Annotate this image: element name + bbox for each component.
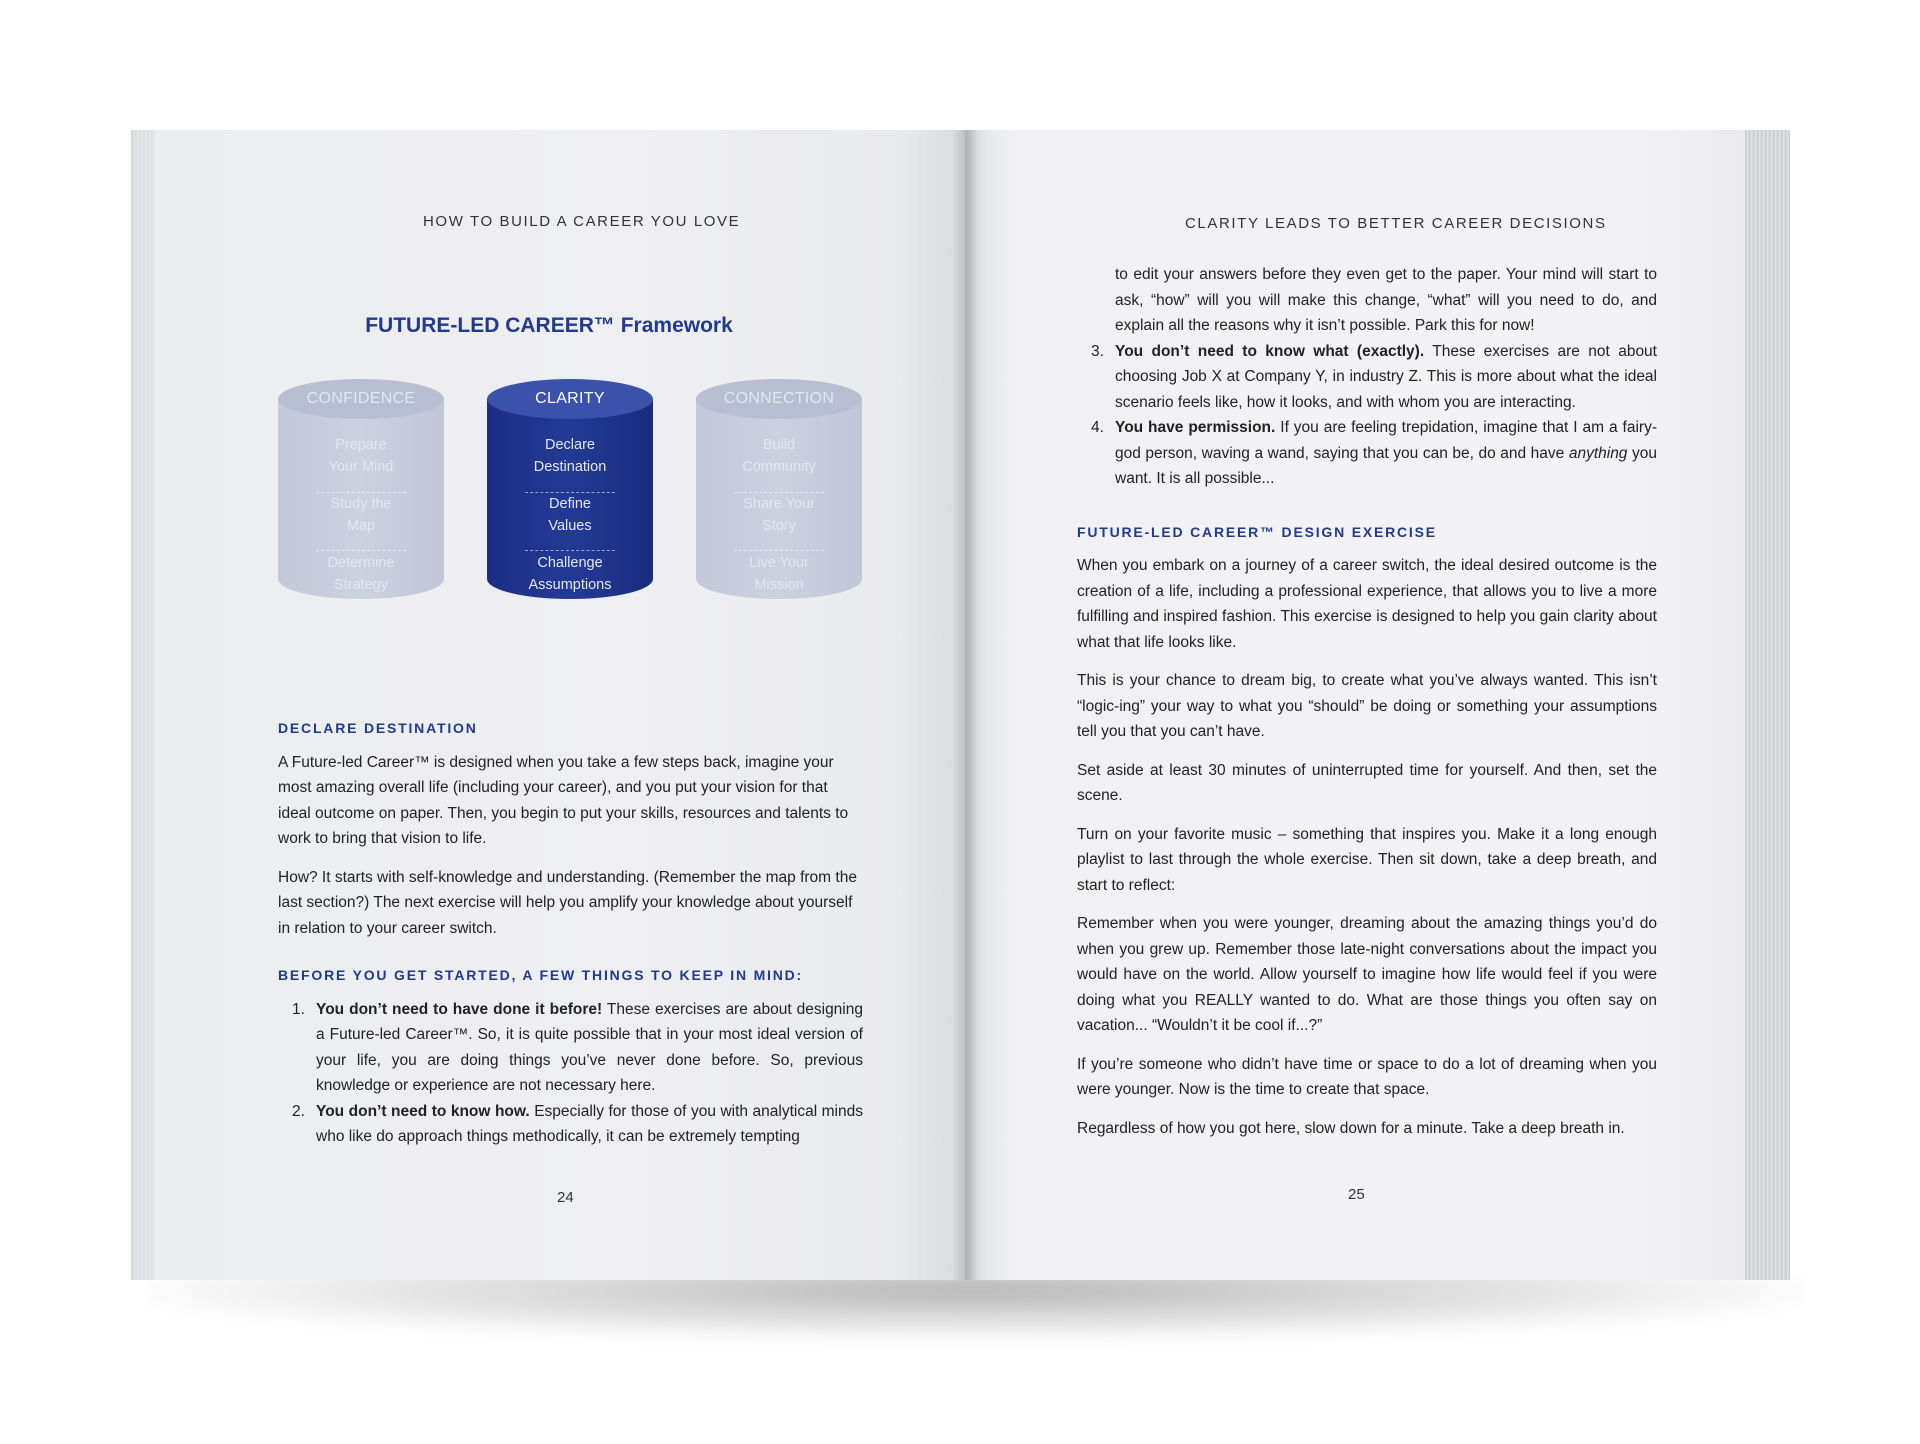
list-item-continuation: to edit your answers before they even get to the paper. Your mind will start to ask, “how” will you will make this change, “what” will you need to do, and explain all the reasons why it isn’t possible. Park this for now!: [1115, 266, 1657, 334]
page-edges-left: [133, 130, 155, 1280]
tips-list: [278, 997, 863, 1150]
paragraph: A Future-led Career™ is designed when you take a few steps back, imagine your most amazing overall life (including your career), and you put your vision for that ideal outcome on paper. Then, you begin to put your skills, resources and talents to work to bring that vision to life.: [278, 753, 849, 847]
pillar-item: Study the Map: [330, 496, 392, 534]
left-body: [278, 716, 863, 1150]
framework-title: FUTURE-LED CAREER™ Framework: [365, 314, 733, 337]
section-heading: BEFORE YOU GET STARTED, A FEW THINGS TO KEEP IN MIND:: [278, 967, 804, 983]
page-edges-right: [1745, 130, 1790, 1280]
pillar-item: Define Values: [548, 496, 592, 534]
paragraph: When you embark on a journey of a career switch, the ideal desired outcome is the creation of a life, including a professional experience, that allows you to live a more fulfilling and inspired fashion. This exercise is designed to help you gain clarity about what that life looks like.: [1077, 557, 1657, 651]
list-item: 1. You don’t need to have done it before! These exercises are about designing a Future-led Career™. So, it is quite possible that in your most ideal version of your life, you are doing things you’ve never done before. So, previous knowledge or experience are not necessary here.: [292, 1000, 863, 1094]
pillar-item: Challenge Assumptions: [528, 555, 612, 593]
page-number-right: 25: [1348, 1186, 1365, 1203]
running-head-left: HOW TO BUILD A CAREER YOU LOVE: [423, 213, 741, 230]
tips-list-continued: [1077, 262, 1657, 492]
paragraph: This is your chance to dream big, to create what you’ve always wanted. This isn’t “logic-ing” your way to what you “should” be doing or something your assumptions tell you that you can’t have.: [1077, 672, 1657, 740]
pillar-confidence: [278, 379, 444, 619]
list-item: 2. You don’t need to know how. Especially for those of you with analytical minds who like do approach things methodically, it can be extremely tempting: [292, 1102, 863, 1145]
page-number-left: 24: [557, 1189, 574, 1206]
paragraph: If you’re someone who didn’t have time or space to do a lot of dreaming when you were younger. Now is the time to create that space.: [1077, 1055, 1657, 1098]
book-spine: [952, 130, 978, 1280]
pillar-item: Share Your Story: [743, 496, 815, 534]
section-heading: FUTURE-LED CAREER™ DESIGN EXERCISE: [1077, 523, 1437, 540]
paragraph: Set aside at least 30 minutes of uninterrupted time for yourself. And then, set the scene.: [1077, 761, 1657, 804]
list-item: 3. You don’t need to know what (exactly). These exercises are not about choosing Job X at Company Y, in industry Z. This is more about what the ideal scenario feels like, how it looks, and with whom you are interacting.: [1091, 342, 1657, 411]
pillar-label: CLARITY: [535, 390, 605, 407]
right-body: [1077, 262, 1657, 1141]
right-page: [965, 130, 1745, 1280]
pillar-label: CONFIDENCE: [306, 390, 416, 407]
list-item: 4. You have permission. If you are feeling trepidation, imagine that I am a fairy-god person, waving a wand, saying that you can be, do and have anything you want. It is all possible...: [1091, 419, 1657, 487]
paragraph: How? It starts with self-knowledge and understanding. (Remember the map from the last section?) The next exercise will help you amplify your knowledge about yourself in relation to your career switch.: [278, 868, 857, 937]
pillar-item: Live Your Mission: [749, 555, 809, 593]
pillar-item: Prepare Your Mind: [328, 437, 394, 475]
pillar-label: CONNECTION: [723, 390, 835, 407]
left-page: [133, 130, 965, 1280]
pillar-item: Build Community: [742, 437, 816, 475]
pillar-clarity: [487, 379, 653, 619]
paragraph: Regardless of how you got here, slow down for a minute. Take a deep breath in.: [1077, 1119, 1625, 1137]
pillar-connection: [696, 379, 862, 619]
paragraph: Turn on your favorite music – something that inspires you. Make it a long enough playlist to last through the whole exercise. Then sit down, take a deep breath, and start to reflect:: [1077, 825, 1657, 894]
running-head-right: CLARITY LEADS TO BETTER CAREER DECISIONS: [1185, 215, 1607, 232]
pillar-item: Declare Destination: [533, 437, 607, 475]
paragraph: Remember when you were younger, dreaming about the amazing things you’d do when you grew up. Remember those late-night conversations about the impact you would have on the world. Allow yourself to imagine how life would feel if you were doing what you REALLY wanted to do. What are those things you often say on vacation... “Wouldn’t it be cool if...?”: [1077, 915, 1657, 1034]
pillar-item: Determine Strategy: [327, 555, 395, 593]
section-heading: DECLARE DESTINATION: [278, 720, 478, 736]
